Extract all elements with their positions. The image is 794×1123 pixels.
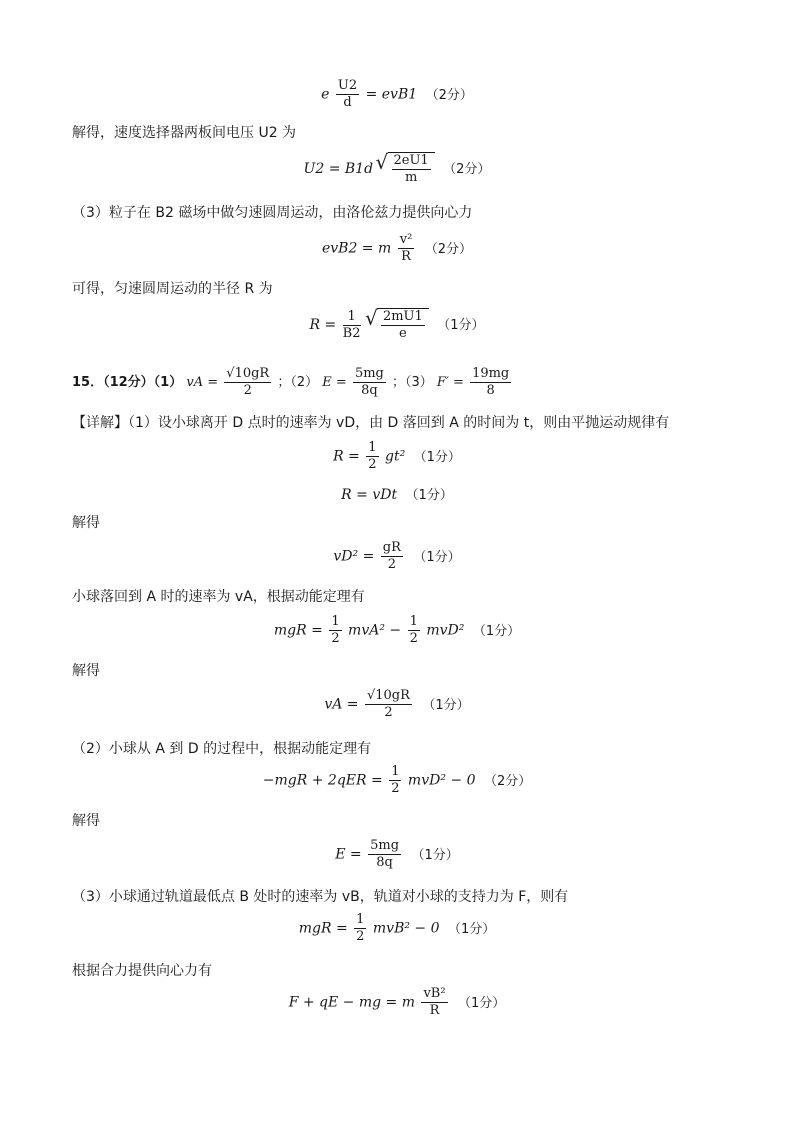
eq12-lhs: mgR = xyxy=(298,920,348,937)
eq12-rhs: mvB² − 0 xyxy=(372,920,440,937)
text-10: （3）小球通过轨道最低点 B 处时的速率为 vB，轨道对小球的支持力为 F，则有 xyxy=(72,889,569,905)
eq11-den: 8q xyxy=(376,855,393,870)
q15-a3-num: 19mg xyxy=(472,366,510,381)
eq5-lhs: R = xyxy=(333,448,360,465)
equation-11 xyxy=(0,838,794,871)
eq12-num: 1 xyxy=(356,912,365,927)
equation-7 xyxy=(0,540,794,573)
text-6: 小球落回到 A 时的速率为 vA，根据动能定理有 xyxy=(72,589,365,605)
equation-2 xyxy=(0,152,794,186)
eq8-den1: 2 xyxy=(331,631,340,646)
equation-3 xyxy=(0,232,794,265)
eq3-num: v² xyxy=(399,232,413,247)
eq4-num2: √ 2mU1 xyxy=(382,309,423,324)
eq8-num1: 1 xyxy=(331,614,340,629)
question-15-answers xyxy=(72,366,513,399)
text-2: （3）粒子在 B2 磁场中做匀速圆周运动，由洛伦兹力提供向心力 xyxy=(72,205,473,221)
eq4-num1: 1 xyxy=(343,309,361,326)
text-4: 【详解】（1）设小球离开 D 点时的速率为 vD，由 D 落回到 A 的时间为 t，则由平抛运动规律有 xyxy=(72,415,670,431)
eq9-lhs: vA = xyxy=(324,696,359,713)
text-1: 解得，速度选择器两板间电压 U2 为 xyxy=(72,125,297,141)
equation-10 xyxy=(0,764,794,797)
q15-label: 15．（12分）（1） xyxy=(72,375,183,390)
eq12-score: （1分） xyxy=(447,921,496,937)
eq11-score: （1分） xyxy=(411,847,459,863)
eq2-score: （2分） xyxy=(443,162,491,177)
eq1-score: （2分） xyxy=(425,87,473,103)
text-8: （2）小球从 A 到 D 的过程中，根据动能定理有 xyxy=(72,741,372,757)
q15-a2-num: 5mg xyxy=(354,366,384,381)
q15-a2-fraction xyxy=(353,366,386,399)
equation-1 xyxy=(0,78,794,111)
eq2-lhs: U2 = B1d xyxy=(303,161,374,177)
equation-12 xyxy=(0,912,794,945)
eq8-fraction-2 xyxy=(408,614,420,647)
eq1-rhs: = evB1 xyxy=(365,86,418,103)
eq5-rhs: gt² xyxy=(384,448,406,465)
eq1-fraction xyxy=(336,78,359,111)
eq7-num: gR xyxy=(382,540,401,555)
equation-8 xyxy=(0,614,794,647)
q15-a2-den: 8q xyxy=(361,383,378,398)
equation-6 xyxy=(0,484,794,503)
eq7-score: （1分） xyxy=(413,549,461,565)
q15-a1-num: √10gR xyxy=(226,366,270,381)
eq11-lhs: E = xyxy=(335,846,362,863)
eq8-fraction-1 xyxy=(329,614,341,647)
q15-sep2: ；（2） xyxy=(277,375,319,390)
text-3: 可得，匀速圆周运动的半径 R 为 xyxy=(72,281,273,297)
equation-4 xyxy=(0,308,794,342)
eq13-score: （1分） xyxy=(458,995,506,1011)
eq3-den: R xyxy=(401,249,411,264)
eq11-num: 5mg xyxy=(370,838,400,853)
eq8-lhs: mgR = xyxy=(273,622,323,639)
eq5-score: （1分） xyxy=(413,449,461,465)
eq10-lhs: −mgR + 2qER = xyxy=(262,772,383,789)
eq4-lhs: R = xyxy=(309,317,337,333)
text-5: 解得 xyxy=(72,515,100,531)
eq6-score: （1分） xyxy=(405,488,453,503)
text-9: 解得 xyxy=(72,813,100,829)
q15-a1-den: 2 xyxy=(243,383,252,398)
eq8-den2: 2 xyxy=(409,631,418,646)
eq3-score: （2分） xyxy=(424,241,473,257)
eq8-rhs: mvD² xyxy=(426,622,465,639)
eq4-den1: B2 xyxy=(342,325,361,341)
text-7: 解得 xyxy=(72,663,100,679)
eq4-den2: e xyxy=(399,326,407,341)
eq12-den: 2 xyxy=(356,929,365,944)
eq1-lhs: e xyxy=(321,86,330,103)
q15-a1-fraction xyxy=(224,366,271,399)
q15-a2-lhs: E = xyxy=(322,375,347,390)
eq4-score: （1分） xyxy=(437,318,485,333)
eq7-lhs: vD² = xyxy=(333,548,375,565)
eq10-den: 2 xyxy=(391,781,400,796)
eq8-score: （1分） xyxy=(472,623,521,639)
q15-a3-fraction xyxy=(470,366,511,399)
eq2-den: m xyxy=(404,170,418,185)
eq9-num: √10gR xyxy=(366,688,410,703)
eq2-sqrt xyxy=(378,152,435,186)
eq5-fraction xyxy=(366,440,378,473)
equation-13 xyxy=(0,986,794,1019)
eq10-fraction xyxy=(389,764,401,797)
equation-9 xyxy=(0,688,794,721)
eq3-fraction xyxy=(398,232,415,265)
eq2-num: √ 2eU1 xyxy=(393,153,429,168)
eq11-fraction xyxy=(368,838,401,871)
eq6-text: R = vDt xyxy=(341,487,398,503)
text-11: 根据合力提供向心力有 xyxy=(72,963,212,979)
eq4-fraction-1 xyxy=(343,309,361,342)
eq10-num: 1 xyxy=(391,764,400,779)
eq13-lhs: F + qE − mg = m xyxy=(288,994,415,1011)
eq13-num: vB² xyxy=(423,986,446,1001)
eq10-score: （2分） xyxy=(483,773,532,789)
eq7-fraction xyxy=(381,540,403,573)
eq9-score: （1分） xyxy=(422,697,470,713)
q15-a1-lhs: vA = xyxy=(186,375,219,390)
eq7-den: 2 xyxy=(387,557,396,572)
eq8-num2: 1 xyxy=(409,614,418,629)
eq12-fraction xyxy=(354,912,366,945)
eq3-lhs: evB2 = m xyxy=(321,240,392,257)
eq1-den: d xyxy=(343,95,352,110)
eq5-num: 1 xyxy=(368,440,377,455)
eq9-fraction xyxy=(365,688,412,721)
eq4-sqrt xyxy=(367,308,429,342)
eq10-rhs: mvD² − 0 xyxy=(407,772,476,789)
q15-sep3: ；（3） xyxy=(392,375,433,390)
eq1-num: U2 xyxy=(337,78,358,93)
equation-5 xyxy=(0,440,794,473)
q15-a3-den: 8 xyxy=(486,383,495,398)
eq5-den: 2 xyxy=(368,457,377,472)
eq13-fraction xyxy=(421,986,447,1019)
eq9-den: 2 xyxy=(384,705,393,720)
eq8-mid: mvA² − xyxy=(348,622,402,639)
q15-a3-lhs: F′ = xyxy=(436,375,464,390)
eq13-den: R xyxy=(429,1003,440,1018)
